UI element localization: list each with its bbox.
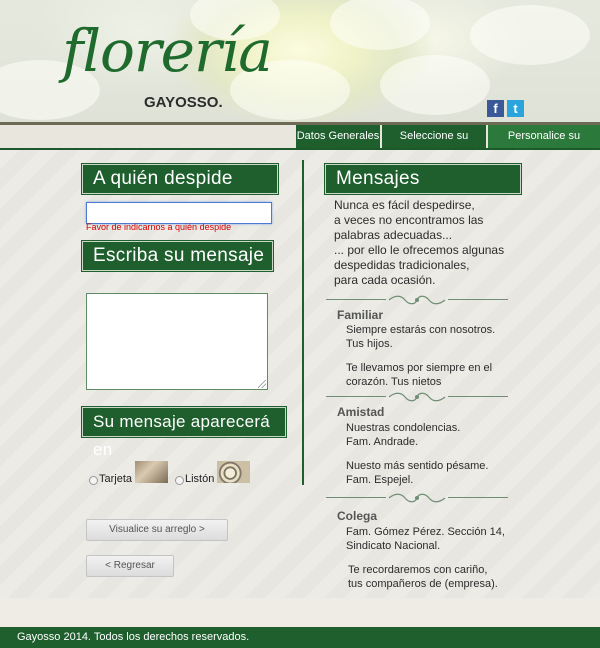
message-line: corazón. Tus nietos [346, 376, 442, 388]
ornament-divider [326, 295, 508, 305]
ornament-divider [326, 392, 508, 402]
facebook-icon[interactable]: f [487, 100, 504, 117]
message-option[interactable] [346, 525, 505, 553]
radio-tarjeta[interactable] [89, 476, 98, 485]
message-line: Siempre estarás con nosotros. [346, 324, 496, 336]
message-line: Nuestras condolencias. [346, 422, 461, 434]
tarjeta-thumbnail [135, 461, 168, 483]
messages-title: Mensajes [325, 164, 521, 194]
message-line: Fam. Gómez Pérez. Sección 14, [346, 526, 505, 538]
recipient-error-message: Favor de indicarnos a quién despide [86, 222, 232, 232]
footer-copyright: Gayosso 2014. Todos los derechos reservados. [17, 631, 250, 643]
intro-line: Nunca es fácil despedirse, [334, 198, 475, 212]
intro-line: palabras adecuadas... [334, 228, 453, 242]
category-amistad: Amistad [337, 405, 385, 419]
category-colega: Colega [337, 509, 378, 523]
message-textarea[interactable] [86, 293, 268, 390]
column-divider [302, 160, 304, 485]
intro-line: a veces no encontramos las [334, 213, 484, 227]
message-title: Escriba su mensaje [82, 241, 273, 271]
message-line: Fam. Espejel. [346, 474, 414, 486]
message-line: tus compañeros de (empresa). [348, 578, 498, 590]
message-line: Te recordaremos con cariño, [348, 564, 488, 576]
radio-liston[interactable] [175, 476, 184, 485]
display-location-title: Su mensaje aparecerá en [82, 407, 286, 437]
logo[interactable] [62, 17, 272, 111]
ornament-divider [326, 493, 508, 503]
liston-thumbnail [217, 461, 250, 483]
logo-wordmark: florería [62, 17, 272, 85]
scroll-ornament-icon [387, 392, 447, 402]
back-button[interactable]: < Regresar [86, 555, 174, 577]
tab-seleccione-arreglo[interactable]: Seleccione su [382, 125, 486, 148]
message-line: Tus hijos. [346, 338, 393, 350]
messages-intro [334, 198, 534, 288]
preview-arrangement-button[interactable]: Visualice su arreglo > [86, 519, 228, 541]
radio-liston-label[interactable]: Listón [185, 473, 215, 485]
recipient-title: A quién despide [82, 164, 278, 194]
tab-personalice-mensaje[interactable]: Personalice su [488, 125, 600, 148]
message-option[interactable] [346, 361, 492, 389]
category-familiar: Familiar [337, 308, 384, 322]
scroll-ornament-icon [387, 493, 447, 503]
header-banner [0, 0, 600, 122]
logo-subtitle: GAYOSSO. [144, 94, 223, 111]
message-option[interactable] [346, 323, 495, 351]
radio-tarjeta-label[interactable]: Tarjeta [99, 473, 133, 485]
message-option[interactable] [346, 459, 488, 487]
recipient-input[interactable] [86, 202, 272, 224]
footer [0, 627, 600, 648]
message-line: Te llevamos por siempre en el [346, 362, 493, 374]
message-line: Fam. Andrade. [346, 436, 419, 448]
message-line: Sindicato Nacional. [346, 540, 441, 552]
tab-datos-generales[interactable]: Datos Generales [296, 125, 380, 148]
twitter-icon[interactable]: t [507, 100, 524, 117]
message-line: Nuesto más sentido pésame. [346, 460, 489, 472]
message-option[interactable] [348, 563, 498, 591]
footer-spacer [0, 598, 600, 627]
message-option[interactable] [346, 421, 460, 449]
intro-line: ... por ello le ofrecemos algunas [334, 243, 505, 257]
scroll-ornament-icon [387, 295, 447, 305]
intro-line: despedidas tradicionales, [334, 258, 470, 272]
intro-line: para cada ocasión. [334, 273, 436, 287]
resize-handle-icon[interactable] [258, 380, 266, 388]
